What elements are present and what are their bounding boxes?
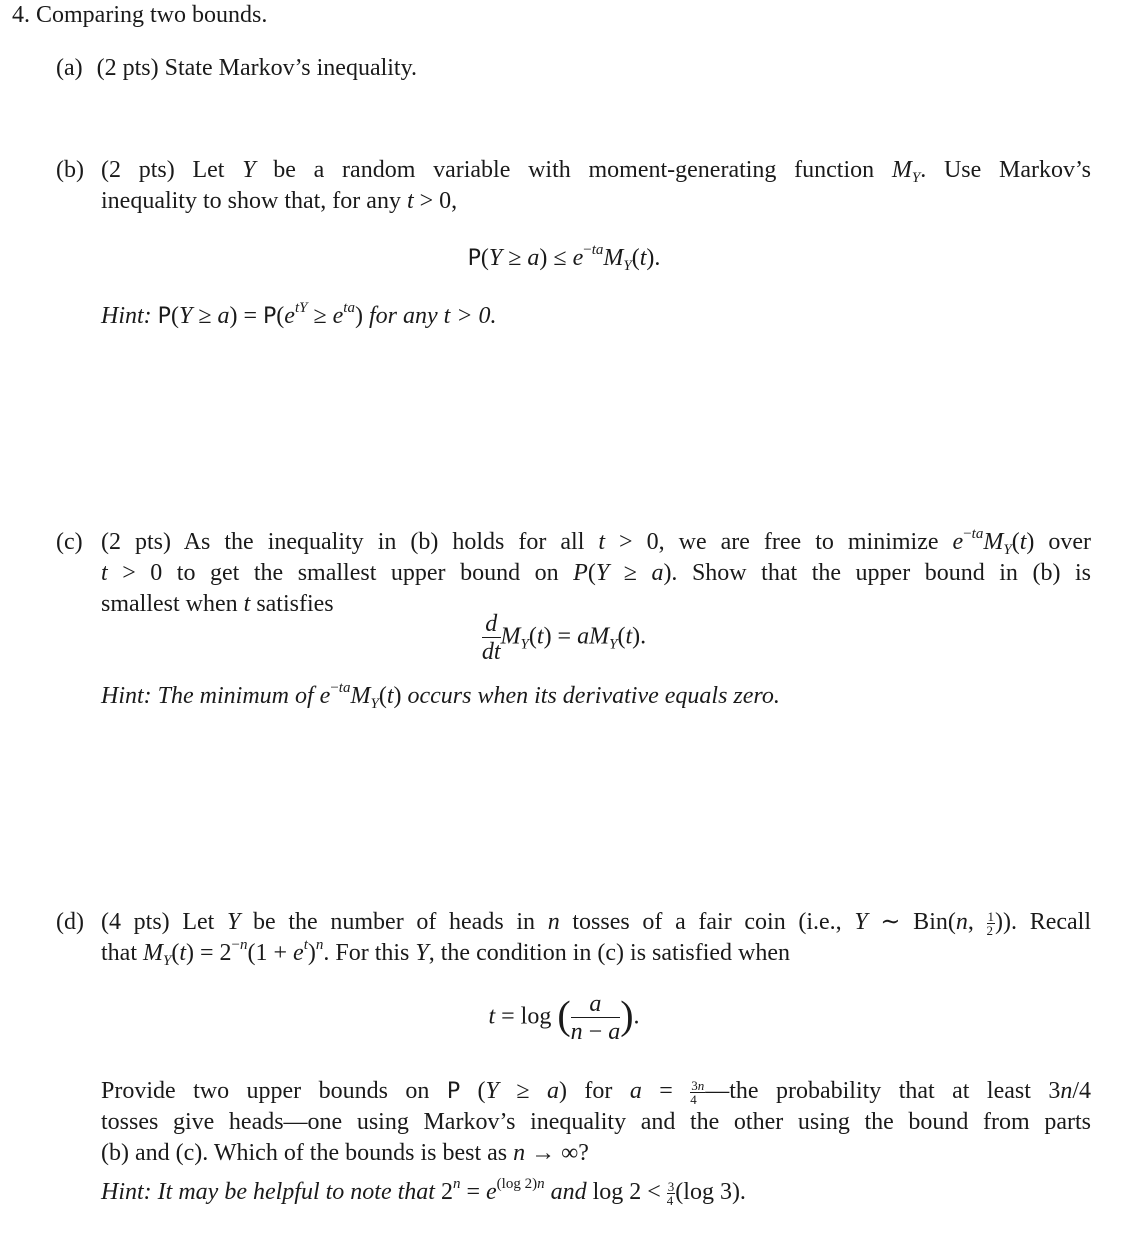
part-a-text: State Markov’s inequality. [164, 55, 418, 81]
part-c-hint: Hint: The minimum of $e^{-ta}M_Y(t)$ occurs when its derivative equals zero. [101, 680, 780, 712]
part-d-hint: Hint: It may be helpful to note that $2^n = e^{(log 2)n}$ and log 2 < $\frac{3}{4}$ (log 3). [101, 1176, 746, 1208]
part-b-label: (b) [56, 157, 84, 183]
part-d-line-1: (4 pts) Let Y be the number of heads in n tosses of a fair coin (i.e., Y ∼ Bin(n, $\frac{1}{2}$ )). Recall [101, 908, 1092, 938]
part-c-line-1: (2 pts) As the inequality in (b) holds for all t > 0, we are free to minimize $e^{-ta}M_Y(t)$ over [101, 526, 1092, 558]
part-b-points: (2 pts) [101, 157, 175, 183]
part-b-hint-label: Hint: [101, 303, 152, 329]
part-d-line-3: Provide two upper bounds on P (Y ≥ a) for a = $\frac{3n}{4}$ —the probability that at least 3n/4 [101, 1077, 1091, 1107]
part-d-line-5: (b) and (c). Which of the bounds is best as n → ∞? [101, 1140, 589, 1166]
part-b-line-1: (2 pts) Let Y be a random variable with moment-generating function $M_Y$. Use Markov’s [101, 157, 1092, 186]
part-c-points: (2 pts) [101, 529, 172, 555]
part-d-hint-label: Hint: [101, 1179, 152, 1205]
part-c-label: (c) [56, 529, 83, 555]
part-d-line-2: that $M_Y(t) = 2^{-n}(1 + e^t)^n$. For this Y, the condition in (c) is satisfied when [101, 937, 791, 969]
part-a-label: (a) [56, 55, 83, 81]
problem-number: 4. [12, 2, 30, 28]
problem-heading [12, 0, 267, 31]
part-c-line-2: t > 0 to get the smallest upper bound on P(Y ≥ a). Show that the upper bound in (b) is [101, 560, 1091, 586]
part-d-points: (4 pts) [101, 909, 170, 935]
part-b-hint: Hint: $P(Y \ge a) = P(e^{tY} \ge e^{ta})$ for any t > 0. [101, 300, 497, 329]
part-c-line-3: smallest when t satisfies [101, 591, 334, 617]
part-c-hint-label: Hint: [101, 683, 152, 709]
part-b-display-equation: $P(Y \ge a) \le e^{-ta}M_Y(t)$. [467, 242, 661, 274]
part-b-line-2: inequality to show that, for any t > 0, [101, 188, 458, 214]
part-d-display-equation: t = log ( $\frac{a}{n - a}$ ). [488, 991, 640, 1045]
part-a [56, 53, 417, 84]
part-a-points: (2 pts) [96, 55, 159, 81]
problem-title: Comparing two bounds. [36, 2, 268, 28]
part-d-label: (d) [56, 909, 84, 935]
part-c-display-equation: $\frac{d}{dt}$ $M_Y(t) = aM_Y(t)$. [481, 611, 647, 665]
part-d-line-4: tosses give heads—one using Markov’s inequality and the other using the bound from parts [101, 1109, 1091, 1135]
